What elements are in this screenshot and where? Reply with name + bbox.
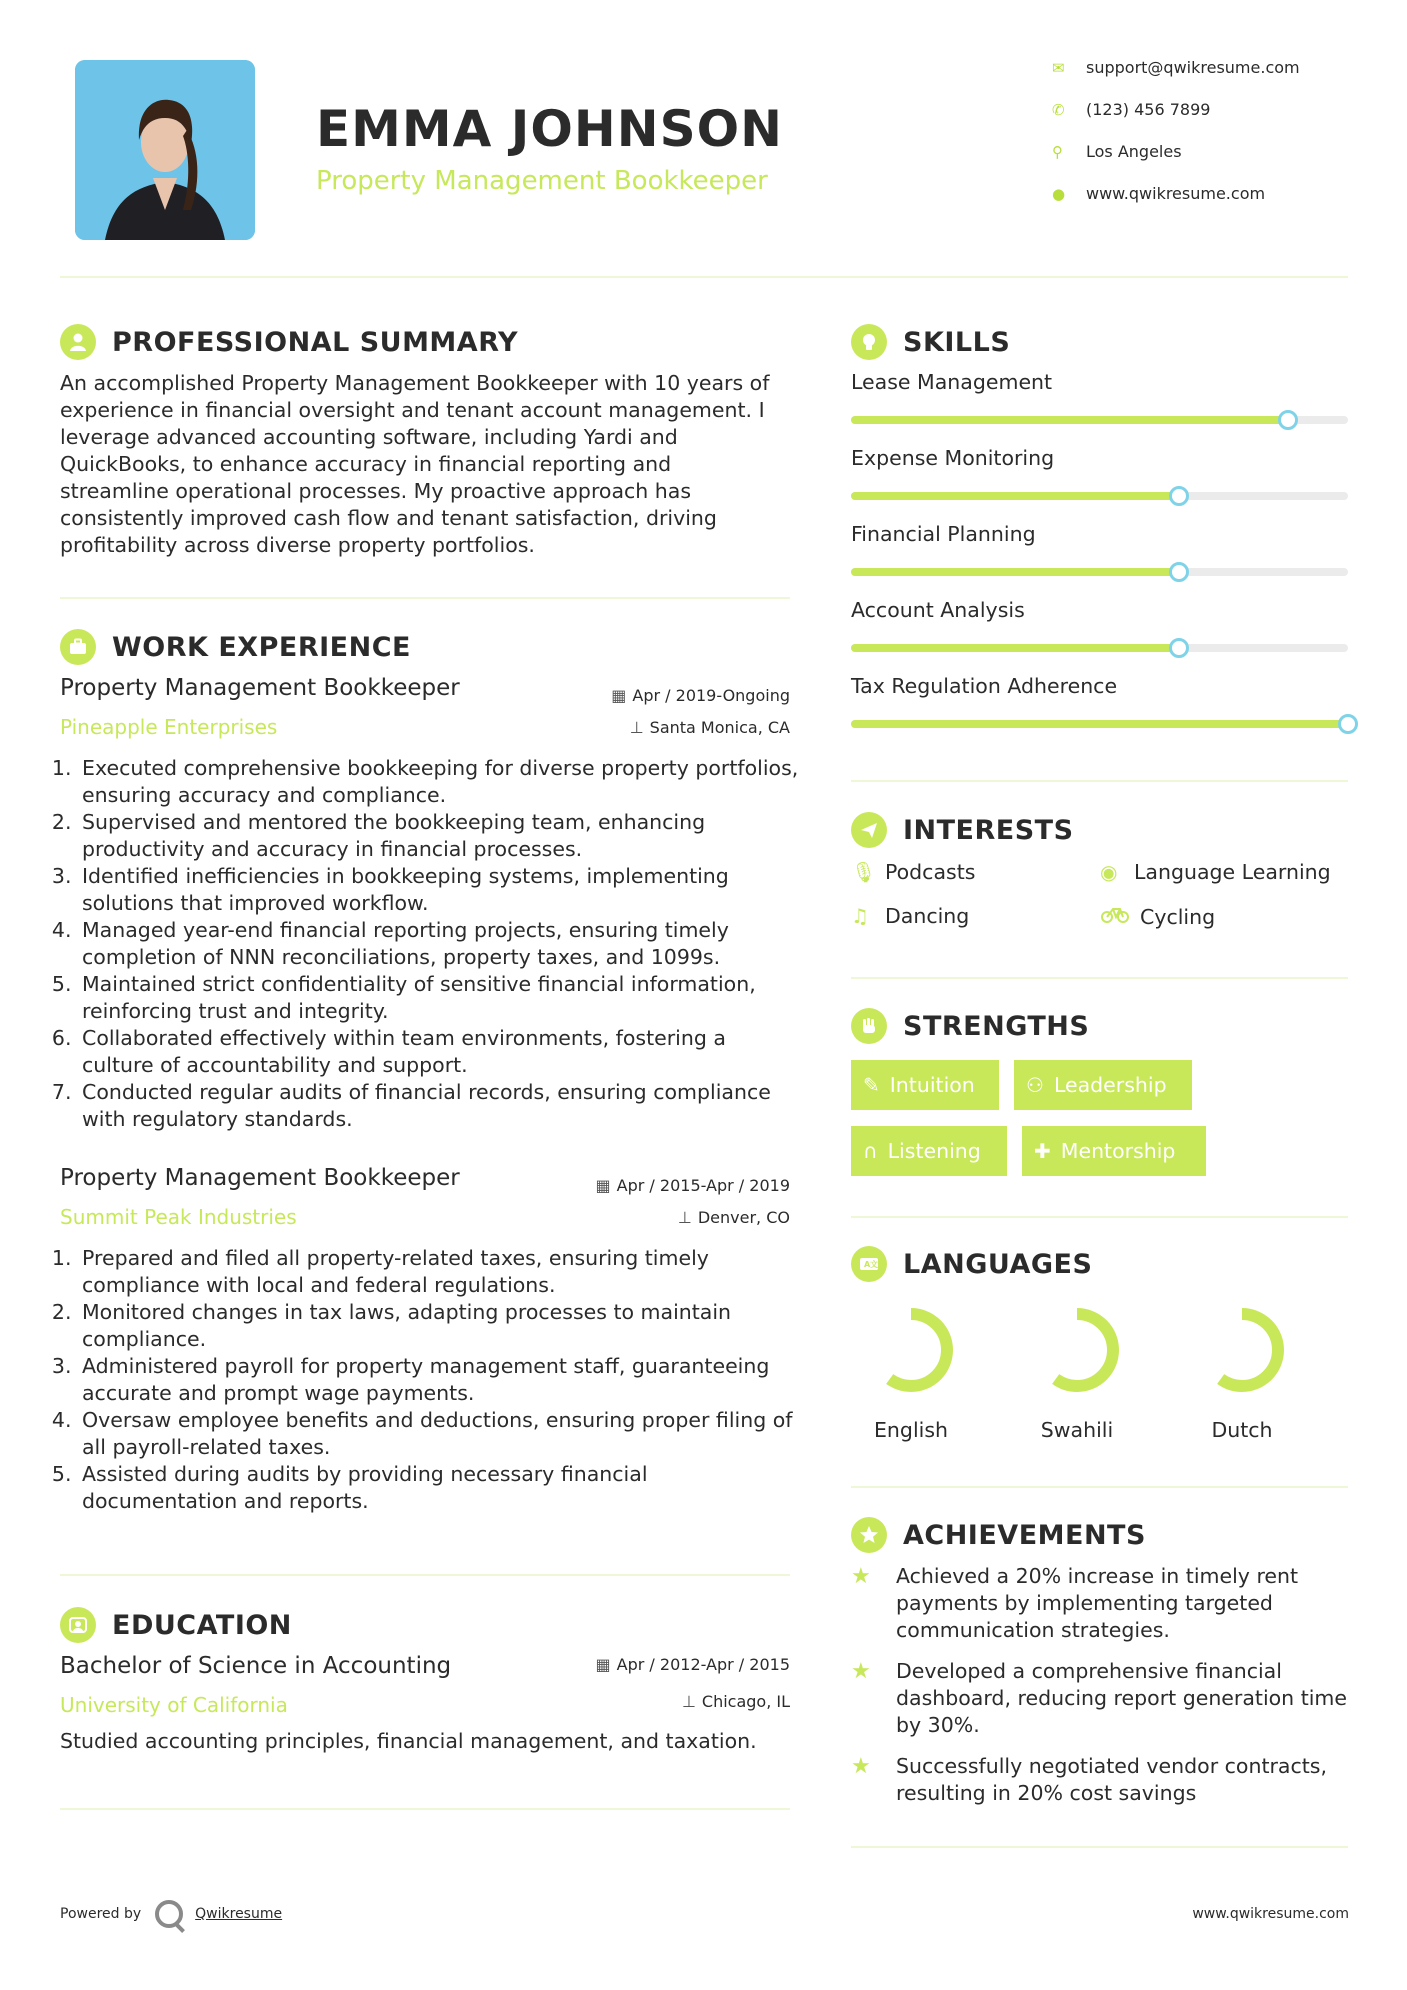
briefcase-icon bbox=[60, 629, 96, 665]
skill-bar bbox=[851, 720, 1348, 728]
language-label: Dutch bbox=[1211, 1418, 1273, 1442]
duty-item: 1. Prepared and filed all property-related taxes, ensuring timely compliance with local and federal regulations. bbox=[78, 1245, 800, 1299]
contact-email[interactable] bbox=[1052, 58, 1352, 77]
job-2-role: Property Management Bookkeeper bbox=[60, 1165, 460, 1191]
contact-location bbox=[1052, 142, 1352, 161]
interests-title: INTERESTS bbox=[903, 814, 1074, 846]
profile-photo bbox=[75, 60, 255, 240]
strength-chip-mentorship bbox=[1022, 1126, 1206, 1176]
summary-line: profitability across diverse property portfolios. bbox=[60, 533, 535, 557]
experience-divider bbox=[60, 1574, 790, 1576]
pin-icon: ⊥ bbox=[677, 1208, 692, 1227]
duty-item: 6. Collaborated effectively within team environments, fostering a culture of accountability and support. bbox=[78, 1025, 800, 1079]
svg-text:A: A bbox=[864, 1260, 871, 1269]
education-divider bbox=[60, 1808, 790, 1810]
phone-icon: ✆ bbox=[1052, 100, 1065, 119]
job-2-dates bbox=[596, 1176, 790, 1195]
job-1-duties bbox=[60, 755, 800, 1133]
strengths-heading bbox=[851, 1008, 1089, 1044]
achievements-title: ACHIEVEMENTS bbox=[903, 1519, 1146, 1551]
contact-phone-text: (123) 456 7899 bbox=[1086, 100, 1211, 119]
skill-bar-fill bbox=[851, 568, 1179, 576]
skill-bar-fill bbox=[851, 644, 1179, 652]
summary-line: QuickBooks, to enhance accuracy in financial reporting and bbox=[60, 452, 672, 476]
strength-label: Leadership bbox=[1053, 1073, 1167, 1097]
interest-label: Podcasts bbox=[885, 860, 976, 884]
music-note-icon: ♫ bbox=[851, 904, 869, 928]
language-label: Swahili bbox=[1040, 1418, 1114, 1442]
star-icon: ★ bbox=[851, 1754, 871, 1779]
language-ring bbox=[1027, 1300, 1127, 1400]
interest-podcasts bbox=[851, 860, 975, 884]
summary-divider bbox=[60, 597, 790, 599]
language-item bbox=[1017, 1300, 1137, 1442]
education-dates-text: Apr / 2012-Apr / 2015 bbox=[616, 1655, 790, 1674]
job-1-dates bbox=[611, 686, 790, 705]
experience-title: WORK EXPERIENCE bbox=[112, 631, 411, 663]
language-item bbox=[1182, 1300, 1302, 1442]
languages-divider bbox=[851, 1486, 1348, 1488]
duty-item: 1. Executed comprehensive bookkeeping for diverse property portfolios, ensuring accuracy and compliance. bbox=[78, 755, 800, 809]
duty-item: 2. Supervised and mentored the bookkeeping team, enhancing productivity and accuracy in financial processes. bbox=[78, 809, 800, 863]
achievement-item bbox=[851, 1658, 1348, 1739]
footer-website[interactable]: www.qwikresume.com bbox=[1192, 1906, 1349, 1922]
skill-bar-knob bbox=[1169, 486, 1189, 506]
skills-heading bbox=[851, 324, 1010, 360]
qwikresume-link[interactable]: Qwikresume bbox=[195, 1906, 283, 1922]
skill-bar-knob bbox=[1169, 638, 1189, 658]
job-2-company: Summit Peak Industries bbox=[60, 1205, 297, 1229]
job-1-company: Pineapple Enterprises bbox=[60, 715, 278, 739]
skill-bar-fill bbox=[851, 720, 1348, 728]
duty-item: 4. Oversaw employee benefits and deductions, ensuring proper filing of all payroll-related taxes. bbox=[78, 1407, 800, 1461]
candidate-name: EMMA JOHNSON bbox=[316, 100, 783, 158]
education-degree: Bachelor of Science in Accounting bbox=[60, 1653, 452, 1679]
interest-language-learning bbox=[1100, 860, 1331, 884]
duty-item: 5. Maintained strict confidentiality of sensitive financial information, reinforcing trust and integrity. bbox=[78, 971, 800, 1025]
skill-bar-fill bbox=[851, 492, 1179, 500]
footer-powered-by bbox=[60, 1900, 282, 1928]
graduation-icon bbox=[60, 1607, 96, 1643]
education-location-text: Chicago, IL bbox=[701, 1692, 790, 1711]
achievement-item bbox=[851, 1563, 1348, 1644]
person-portrait-icon bbox=[75, 60, 255, 240]
education-heading bbox=[60, 1607, 292, 1643]
summary-line: consistently improved cash flow and tenant satisfaction, driving bbox=[60, 506, 717, 530]
magic-wand-icon: ✎ bbox=[863, 1073, 880, 1097]
job-2-dates-text: Apr / 2015-Apr / 2019 bbox=[616, 1176, 790, 1195]
experience-heading bbox=[60, 629, 411, 665]
svg-text:文: 文 bbox=[870, 1260, 878, 1269]
achievement-text: Successfully negotiated vendor contracts, resulting in 20% cost savings bbox=[896, 1754, 1327, 1805]
interests-heading bbox=[851, 812, 1074, 848]
summary-line: leverage advanced accounting software, including Yardi and bbox=[60, 425, 678, 449]
skill-label: Tax Regulation Adherence bbox=[851, 674, 1118, 698]
skill-bar-knob bbox=[1338, 714, 1358, 734]
interest-label: Cycling bbox=[1140, 904, 1216, 929]
duty-item: 3. Administered payroll for property management staff, guaranteeing accurate and prompt wage payments. bbox=[78, 1353, 800, 1407]
skill-bar-fill bbox=[851, 416, 1288, 424]
globe-icon: ◉ bbox=[1100, 860, 1118, 884]
strength-chip-leadership bbox=[1014, 1060, 1192, 1110]
education-description: Studied accounting principles, financial management, and taxation. bbox=[60, 1729, 757, 1753]
headphones-icon: ∩ bbox=[863, 1139, 878, 1163]
translate-icon bbox=[851, 1246, 887, 1282]
qwikresume-logo-icon bbox=[155, 1900, 183, 1928]
user-plus-icon: ✚ bbox=[1034, 1139, 1051, 1163]
education-location bbox=[682, 1692, 790, 1711]
strength-label: Intuition bbox=[889, 1073, 975, 1097]
pin-icon: ⊥ bbox=[681, 1692, 696, 1711]
summary-line: An accomplished Property Management Bookkeeper with 10 years of bbox=[60, 371, 770, 395]
pin-icon: ⊥ bbox=[629, 718, 644, 737]
interest-dancing bbox=[851, 904, 969, 928]
star-badge-icon bbox=[851, 1517, 887, 1553]
interests-divider bbox=[851, 977, 1348, 979]
summary-line: experience in financial oversight and tenant account management. I bbox=[60, 398, 765, 422]
job-1-location-text: Santa Monica, CA bbox=[649, 718, 790, 737]
star-icon: ★ bbox=[851, 1659, 871, 1684]
interest-label: Language Learning bbox=[1134, 860, 1331, 884]
job-2-duties bbox=[60, 1245, 800, 1515]
powered-by-text: Powered by bbox=[60, 1906, 142, 1922]
contact-phone bbox=[1052, 100, 1352, 119]
skills-title: SKILLS bbox=[903, 326, 1011, 358]
star-icon: ★ bbox=[851, 1564, 871, 1589]
lightbulb-icon bbox=[851, 324, 887, 360]
strength-label: Mentorship bbox=[1060, 1139, 1176, 1163]
skill-bar bbox=[851, 416, 1348, 424]
skill-bar bbox=[851, 568, 1348, 576]
strength-chip-intuition bbox=[851, 1060, 999, 1110]
languages-heading bbox=[851, 1246, 1092, 1282]
job-1-location bbox=[630, 718, 790, 737]
job-2-location-text: Denver, CO bbox=[697, 1208, 790, 1227]
summary-title: PROFESSIONAL SUMMARY bbox=[112, 326, 519, 358]
language-label: English bbox=[873, 1418, 949, 1442]
calendar-icon: ▦ bbox=[595, 1655, 611, 1674]
hand-icon bbox=[851, 1008, 887, 1044]
achievement-text: Achieved a 20% increase in timely rent payments by implementing targeted communication strategies. bbox=[896, 1564, 1299, 1642]
contact-location-text: Los Angeles bbox=[1086, 142, 1182, 161]
duty-item: 3. Identified inefficiencies in bookkeeping systems, implementing solutions that improved workflow. bbox=[78, 863, 800, 917]
calendar-icon: ▦ bbox=[595, 1176, 611, 1195]
summary-line: streamline operational processes. My proactive approach has bbox=[60, 479, 692, 503]
duty-item: 7. Conducted regular audits of financial records, ensuring compliance with regulatory standards. bbox=[78, 1079, 800, 1133]
language-item bbox=[851, 1300, 971, 1442]
strength-chip-listening bbox=[851, 1126, 1007, 1176]
education-title: EDUCATION bbox=[112, 1609, 292, 1641]
achievements-heading bbox=[851, 1517, 1146, 1553]
achievement-text: Developed a comprehensive financial dashboard, reducing report generation time by 30%. bbox=[896, 1659, 1348, 1737]
skill-label: Account Analysis bbox=[851, 598, 1025, 622]
strengths-title: STRENGTHS bbox=[903, 1010, 1090, 1042]
job-1-role: Property Management Bookkeeper bbox=[60, 675, 460, 701]
contact-website[interactable] bbox=[1052, 184, 1352, 203]
calendar-icon: ▦ bbox=[611, 686, 627, 705]
group-icon: ⚇ bbox=[1026, 1073, 1044, 1097]
languages-title: LANGUAGES bbox=[903, 1248, 1093, 1280]
skills-divider bbox=[851, 780, 1348, 782]
achievement-item bbox=[851, 1753, 1348, 1807]
user-icon bbox=[60, 324, 96, 360]
skill-bar bbox=[851, 492, 1348, 500]
duty-item: 5. Assisted during audits by providing necessary financial documentation and reports. bbox=[78, 1461, 800, 1515]
achievements-divider bbox=[851, 1846, 1348, 1848]
skill-bar bbox=[851, 644, 1348, 652]
map-pin-icon: ⚲ bbox=[1052, 142, 1063, 161]
skill-bar-knob bbox=[1169, 562, 1189, 582]
contact-email-text: support@qwikresume.com bbox=[1086, 58, 1300, 77]
language-ring bbox=[861, 1300, 961, 1400]
skill-label: Financial Planning bbox=[851, 522, 1036, 546]
interest-cycling bbox=[1100, 904, 1215, 929]
contact-website-text: www.qwikresume.com bbox=[1086, 184, 1266, 203]
strengths-divider bbox=[851, 1216, 1348, 1218]
job-1-dates-text: Apr / 2019-Ongoing bbox=[632, 686, 790, 705]
strength-label: Listening bbox=[887, 1139, 981, 1163]
globe-icon: ● bbox=[1052, 184, 1066, 203]
job-2-location bbox=[678, 1208, 790, 1227]
header-divider bbox=[60, 276, 1348, 278]
candidate-title: Property Management Bookkeeper bbox=[316, 166, 768, 196]
envelope-icon: ✉ bbox=[1052, 58, 1065, 77]
microphone-icon: 🎙︎ bbox=[851, 860, 877, 884]
skill-label: Lease Management bbox=[851, 370, 1053, 394]
education-dates bbox=[596, 1655, 790, 1674]
language-ring bbox=[1192, 1300, 1292, 1400]
skill-bar-knob bbox=[1278, 410, 1298, 430]
duty-item: 2. Monitored changes in tax laws, adapting processes to maintain compliance. bbox=[78, 1299, 800, 1353]
duty-item: 4. Managed year-end financial reporting projects, ensuring timely completion of NNN reconciliations, property taxes, and 1099s. bbox=[78, 917, 800, 971]
paper-plane-icon bbox=[851, 812, 887, 848]
bicycle-icon bbox=[1100, 904, 1134, 929]
summary-heading bbox=[60, 324, 518, 360]
skill-label: Expense Monitoring bbox=[851, 446, 1055, 470]
summary-text bbox=[60, 370, 800, 559]
education-school: University of California bbox=[60, 1693, 288, 1717]
interest-label: Dancing bbox=[885, 904, 970, 928]
